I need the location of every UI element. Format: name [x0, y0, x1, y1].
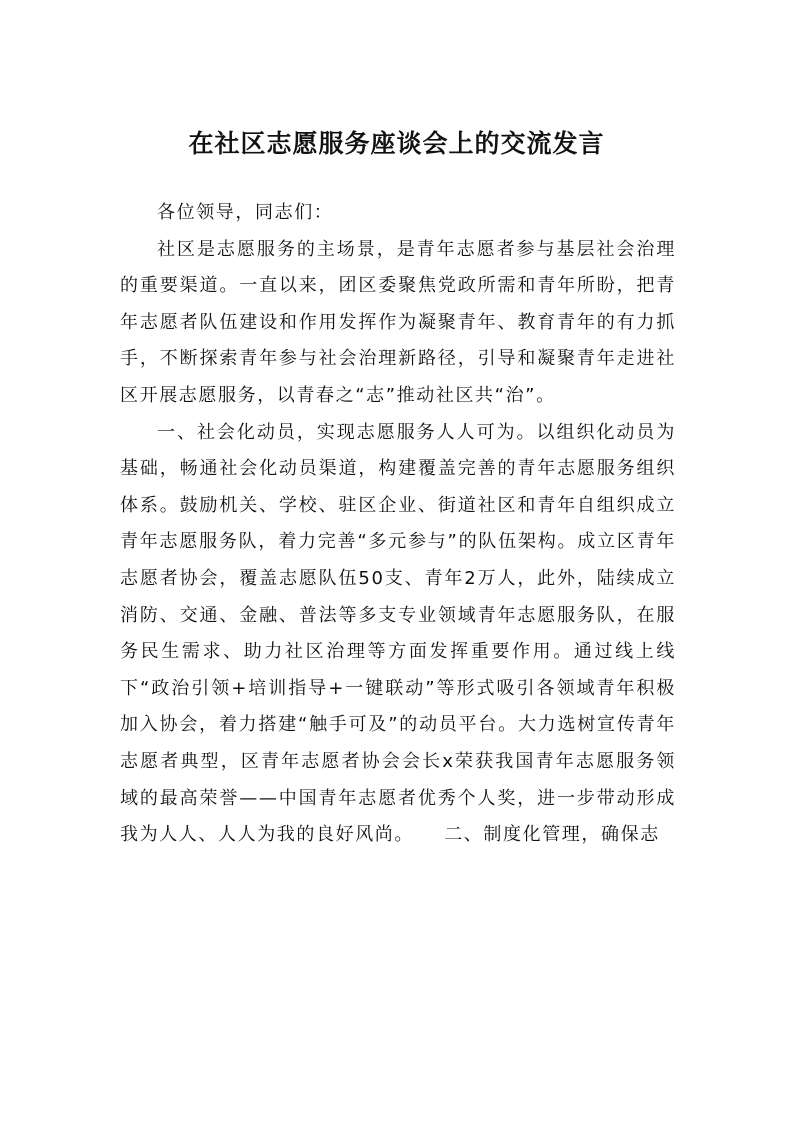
- paragraph-section-one: 一、社会化动员，实现志愿服务人人可为。以组织化动员为基础，畅通社会化动员渠道，构建覆盖完善的青年志愿服务组织体系。鼓励机关、学校、驻区企业、街道社区和青年自组织成立青年志愿服务队，着力完善“多元参与”的队伍架构。成立区青年志愿者协会，覆盖志愿队伍50支、青年2万人，此外，陆续成立消防、交通、金融、普法等多支专业领域青年志愿服务队，在服务民生需求、助力社区治理等方面发挥重要作用。通过线上线下“政治引领+培训指导+一键联动”等形式吸引各领域青年积极加入协会，着力搭建“触手可及”的动员平台。大力选树宣传青年志愿者典型，区青年志愿者协会会长x荣获我国青年志愿服务领域的最高荣誉——中国青年志愿者优秀个人奖，进一步带动形成我为人人、人人为我的良好风尚。 二、制度化管理，确保志: [120, 421, 676, 846]
- salutation: 各位领导，同志们：: [157, 202, 334, 223]
- document-title: 在社区志愿服务座谈会上的交流发言: [188, 129, 605, 158]
- document-body: [120, 195, 676, 854]
- paragraph-intro: 社区是志愿服务的主场景，是青年志愿者参与基层社会治理的重要渠道。一直以来，团区委聚焦党政所需和青年所盼，把青年志愿者队伍建设和作用发挥作为凝聚青年、教育青年的有力抓手，不断探索青年参与社会治理新路径，引导和凝聚青年走进社区开展志愿服务，以青春之“志”推动社区共“治”。: [120, 238, 676, 406]
